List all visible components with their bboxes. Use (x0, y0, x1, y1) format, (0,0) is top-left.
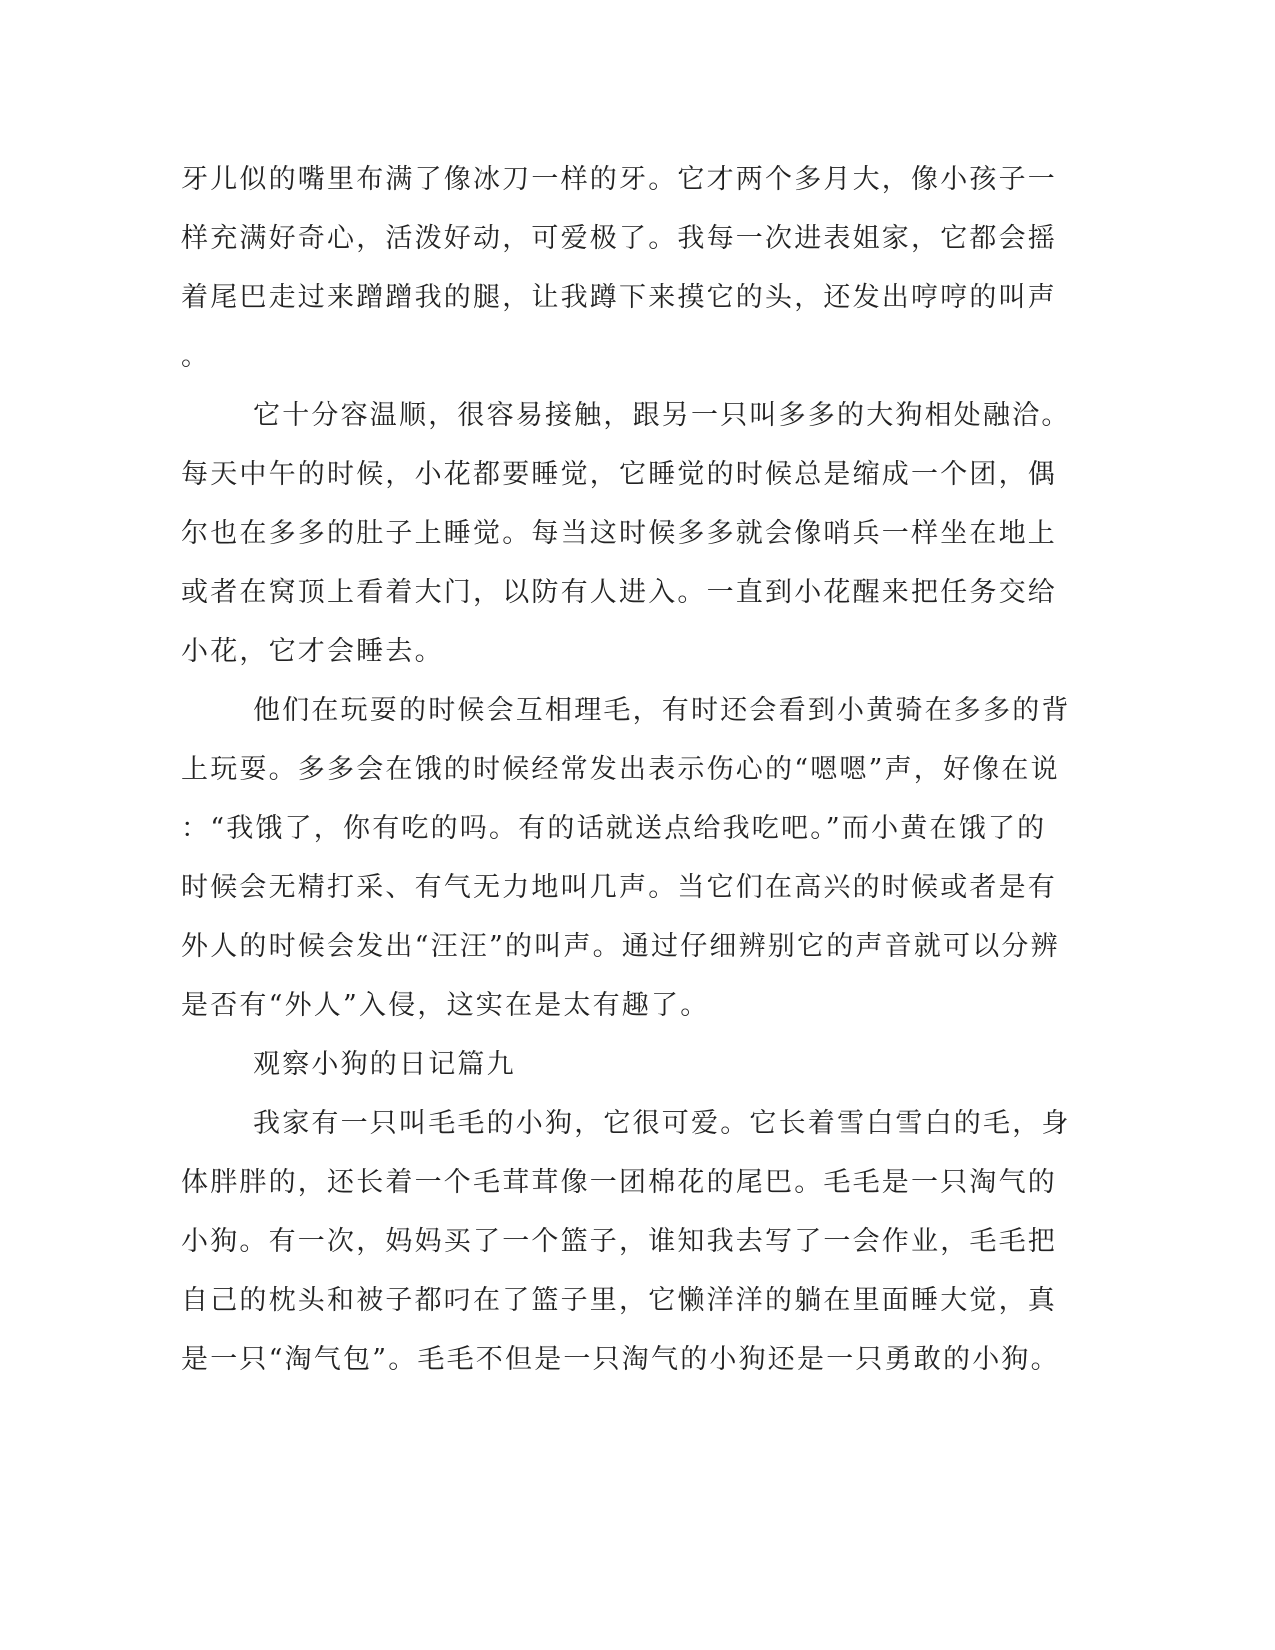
paragraph-first-line: 我家有一只叫毛毛的小狗，它很可爱。它长着雪白雪白的毛，身 (253, 1108, 1071, 1139)
text-line: 牙儿似的嘴里布满了像冰刀一样的牙。它才两个多月大，像小孩子一 (181, 164, 1057, 195)
text-line: 尔也在多多的肚子上睡觉。每当这时候多多就会像哨兵一样坐在地上 (181, 518, 1057, 549)
text-line: 自己的枕头和被子都叼在了篮子里，它懒洋洋的躺在里面睡大觉，真 (181, 1285, 1057, 1316)
text-line: 样充满好奇心，活泼好动，可爱极了。我每一次进表姐家，它都会摇 (181, 223, 1057, 254)
text-line: 是否有“外人”入侵，这实在是太有趣了。 (181, 990, 710, 1021)
text-line: 小狗。有一次，妈妈买了一个篮子，谁知我去写了一会作业，毛毛把 (181, 1226, 1057, 1257)
paragraph-first-line: 他们在玩耍的时候会互相理毛，有时还会看到小黄骑在多多的背 (253, 695, 1071, 726)
text-line: 外人的时候会发出“汪汪”的叫声。通过仔细辨别它的声音就可以分辨 (181, 931, 1060, 962)
text-line: 。 (181, 341, 211, 372)
text-line: 是一只“淘气包”。毛毛不但是一只淘气的小狗还是一只勇敢的小狗。 (181, 1344, 1060, 1375)
text-line: 每天中午的时候，小花都要睡觉，它睡觉的时候总是缩成一个团，偶 (181, 459, 1057, 490)
section-heading: 观察小狗的日记篇九 (253, 1049, 516, 1080)
text-line: 体胖胖的，还长着一个毛茸茸像一团棉花的尾巴。毛毛是一只淘气的 (181, 1167, 1057, 1198)
text-line: 着尾巴走过来蹭蹭我的腿，让我蹲下来摸它的头，还发出哼哼的叫声 (181, 282, 1057, 313)
text-line: 时候会无精打采、有气无力地叫几声。当它们在高兴的时候或者是有 (181, 872, 1057, 903)
text-line: 小花，它才会睡去。 (181, 636, 444, 667)
text-line: ：“我饿了，你有吃的吗。有的话就送点给我吃吧。”而小黄在饿了的 (181, 813, 1047, 844)
text-line: 或者在窝顶上看着大门，以防有人进入。一直到小花醒来把任务交给 (181, 577, 1057, 608)
paragraph-first-line: 它十分容温顺，很容易接触，跟另一只叫多多的大狗相处融洽。 (253, 400, 1071, 431)
text-line: 上玩耍。多多会在饿的时候经常发出表示伤心的“嗯嗯”声，好像在说 (181, 754, 1060, 785)
